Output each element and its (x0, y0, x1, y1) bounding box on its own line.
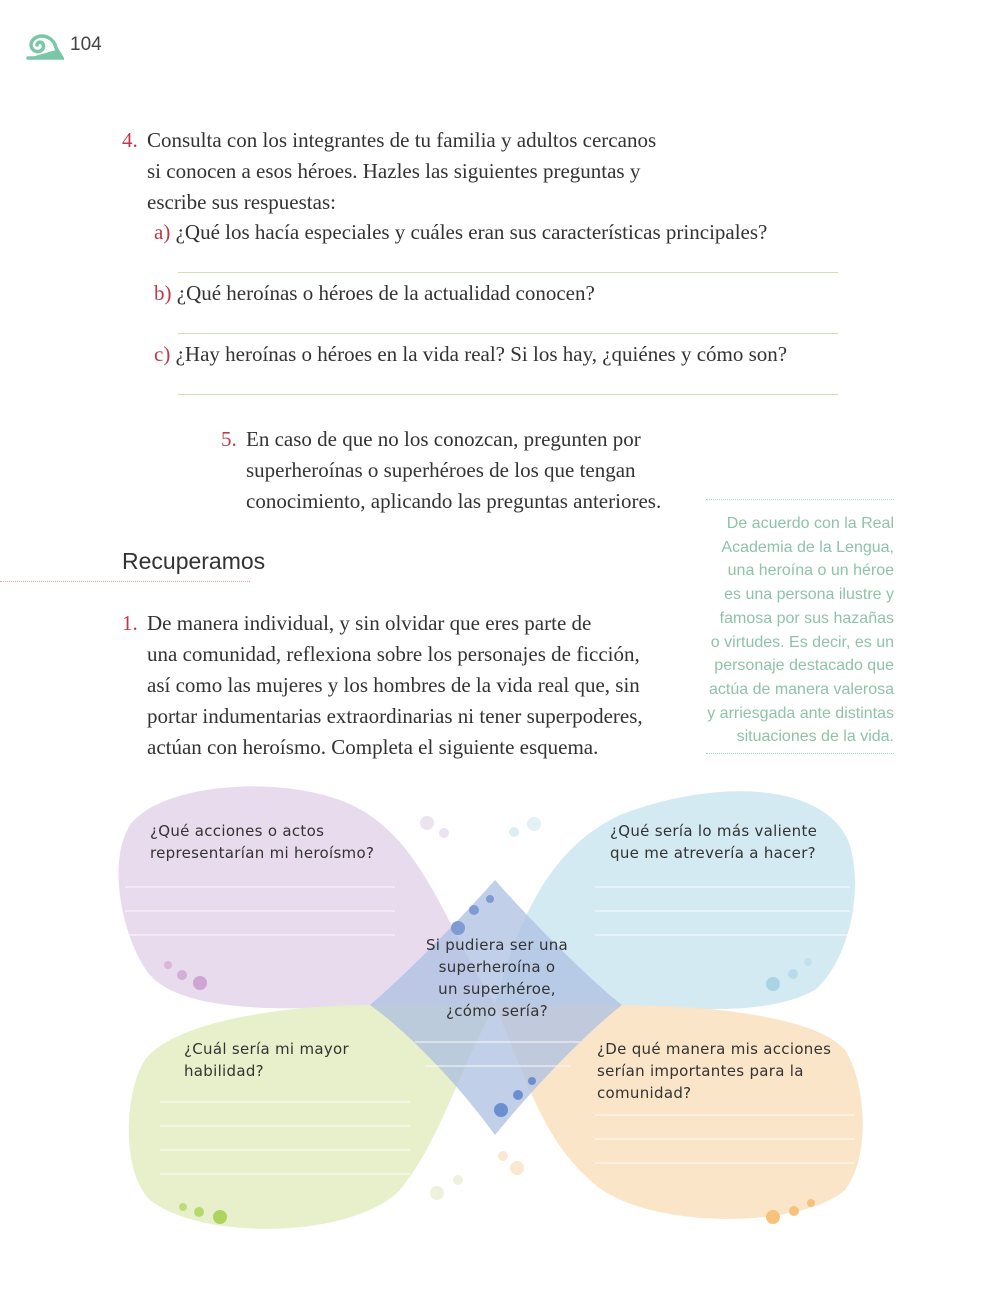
q5-line: En caso de que no los conozcan, pregunten por (246, 427, 641, 451)
sidebar-line: una heroína o un héroe (727, 562, 894, 580)
item-text: ¿Hay heroínas o héroes en la vida real? Si los hay, ¿quiénes y cómo son? (175, 342, 788, 366)
sidebar-line: situaciones de la vida. (736, 728, 894, 746)
heading-underline (0, 581, 250, 582)
prompt-line: serían importantes para la (597, 1062, 804, 1080)
q4-intro-line: escribe sus respuestas: (147, 190, 336, 214)
prompt-line: que me atrevería a hacer? (610, 844, 816, 862)
prompt-line: un superhéroe, (438, 980, 556, 998)
sidebar-line: De acuerdo con la Real (726, 515, 894, 532)
definition-sidebar (704, 512, 894, 749)
r1-line: así como las mujeres y los hombres de la vida real que, sin (147, 673, 640, 697)
prompt-line: Si pudiera ser una (425, 936, 569, 954)
q5-number: 5. (221, 427, 237, 451)
q4-intro-line: si conocen a esos héroes. Hazles las siguientes preguntas y (147, 159, 641, 183)
prompt-line: comunidad? (597, 1084, 692, 1102)
answer-line-b[interactable] (178, 333, 838, 334)
prompt-top-right (610, 820, 817, 864)
q4-item-b (154, 278, 595, 309)
prompt-line: habilidad? (184, 1062, 264, 1080)
prompt-line: ¿De qué manera mis acciones (597, 1040, 832, 1058)
q5-line: conocimiento, aplicando las preguntas anteriores. (246, 489, 662, 513)
sidebar-line: actúa de manera valerosa (709, 680, 894, 698)
sidebar-line: es una persona ilustre y (724, 586, 894, 604)
prompt-bottom-left (184, 1038, 349, 1082)
sidebar-line: y arriesgada ante distintas (707, 704, 894, 722)
prompt-line: superheroína o (438, 958, 556, 976)
item-text: ¿Qué heroínas o héroes de la actualidad conocen? (176, 281, 595, 305)
r1-line: De manera individual, y sin olvidar que eres parte de (147, 611, 592, 635)
prompt-line: ¿Qué sería lo más valiente (610, 822, 818, 840)
sidebar-line: personaje destacado que (714, 657, 894, 675)
q5-text (246, 424, 696, 517)
prompt-line: ¿cómo sería? (445, 1002, 549, 1020)
sidebar-top-rule (706, 499, 894, 500)
r1-line: una comunidad, reflexiona sobre los personajes de ficción, (147, 642, 640, 666)
q4-intro (147, 125, 707, 218)
sidebar-line: o virtudes. Es decir, es un (710, 633, 894, 651)
r1-line: portar indumentarias extraordinarias ni tener superpoderes, (147, 704, 643, 728)
q4-number: 4. (122, 128, 138, 152)
q4-intro-line: Consulta con los integrantes de tu familia y adultos cercanos (147, 128, 657, 152)
item-letter: c) (154, 342, 171, 366)
page-number: 104 (70, 34, 102, 55)
snail-logo-icon (26, 32, 64, 60)
item-text: ¿Qué los hacía especiales y cuáles eran sus características principales? (175, 220, 768, 244)
q5-line: superheroínas o superhéroes de los que tengan (246, 458, 636, 482)
prompt-line: representarían mi heroísmo? (150, 844, 375, 862)
answer-line-a[interactable] (178, 272, 838, 273)
prompt-line: ¿Qué acciones o actos (150, 822, 325, 840)
item-letter: b) (154, 281, 172, 305)
section-heading: Recuperamos (122, 548, 266, 574)
prompt-line: ¿Cuál sería mi mayor (184, 1040, 349, 1058)
prompt-top-left (150, 820, 374, 864)
sidebar-line: Academia de la Lengua, (721, 538, 894, 556)
prompt-center (412, 934, 582, 1022)
r1-number: 1. (122, 611, 138, 635)
item-letter: a) (154, 220, 171, 244)
sidebar-bottom-rule (706, 753, 894, 754)
q4-item-a (154, 217, 767, 248)
sidebar-line: famosa por sus hazañas (719, 609, 894, 627)
q4-item-c (154, 339, 787, 370)
r1-text (147, 608, 707, 763)
answer-line-c[interactable] (178, 394, 838, 395)
prompt-bottom-right (597, 1038, 831, 1104)
r1-line: actúan con heroísmo. Completa el siguiente esquema. (147, 735, 599, 759)
